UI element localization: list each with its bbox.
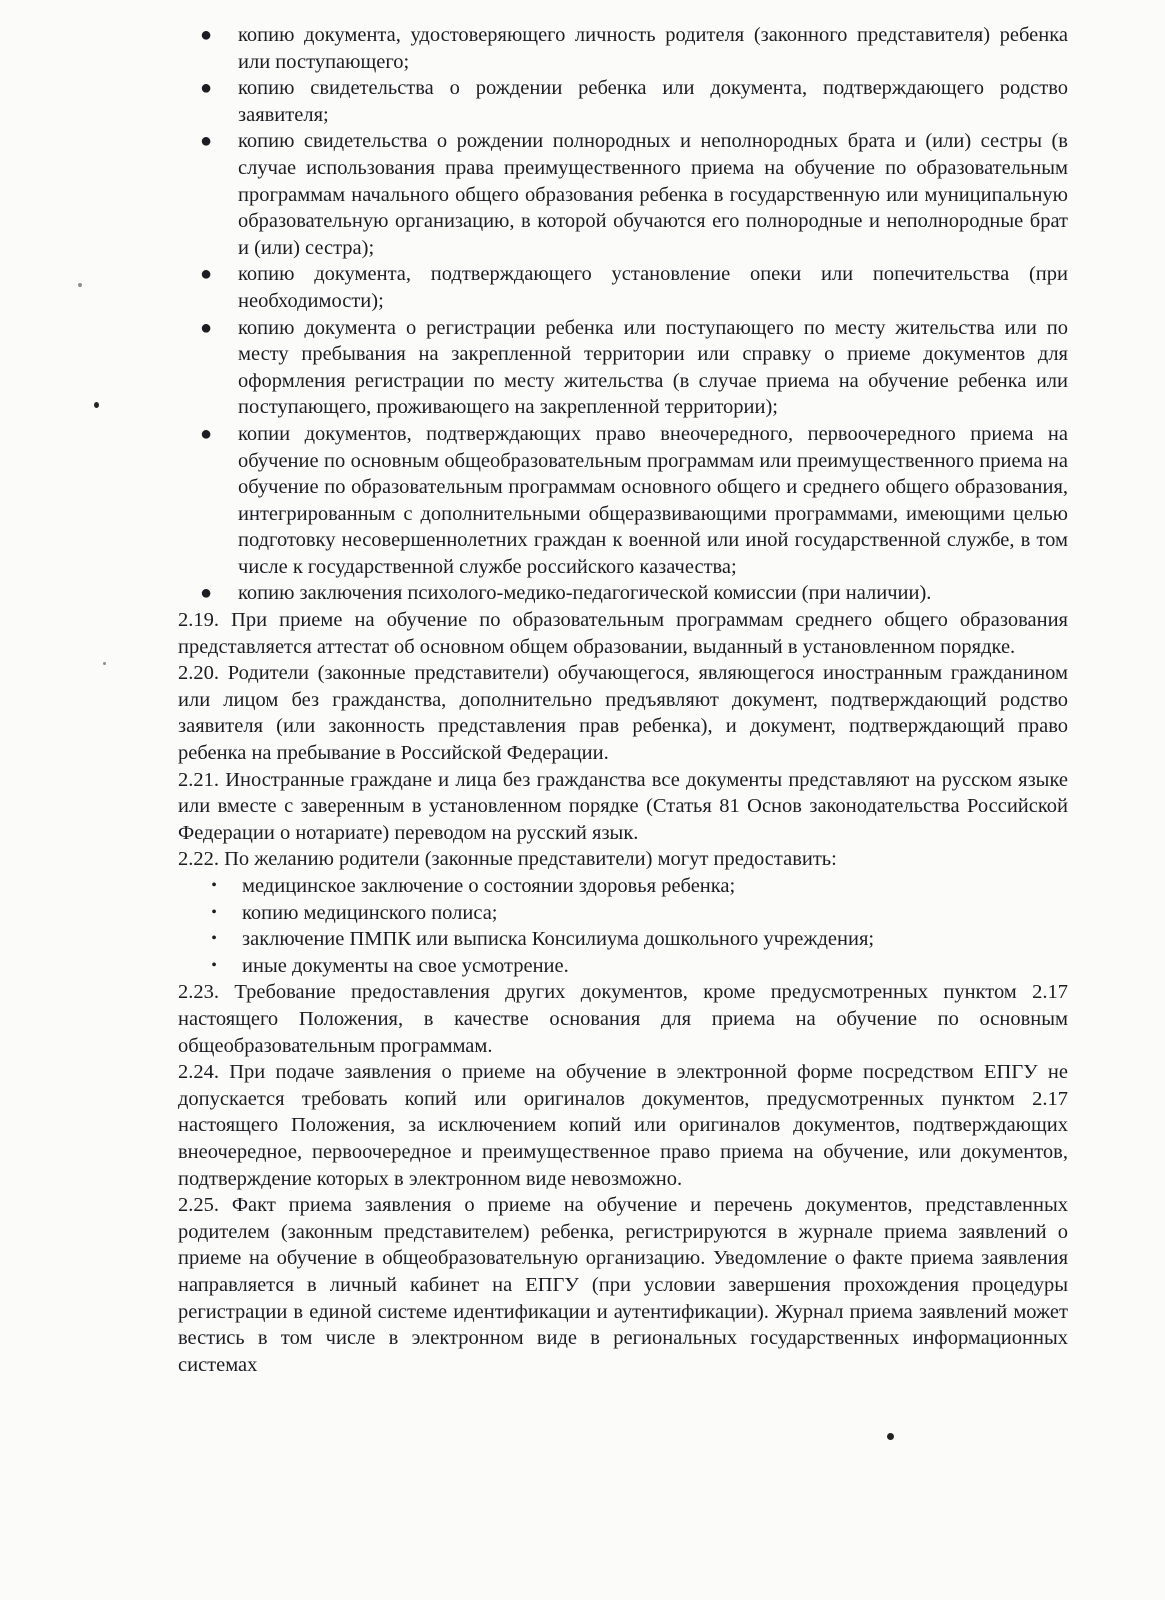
- list-item-text: иные документы на свое усмотрение.: [242, 954, 569, 977]
- bullet-icon: •: [211, 930, 217, 948]
- paragraph-2-23: 2.23. Требование предоставления других документов, кроме предусмотренных пунктом 2.17 настоящего Положения, в качестве основания для приема на обучение по основным общеобразовательным программам.: [178, 981, 1068, 1057]
- bullet-icon: •: [211, 956, 217, 974]
- optional-documents-list: [178, 873, 1068, 979]
- paragraph-2-24: 2.24. При подаче заявления о приеме на обучение в электронной форме посредством ЕПГУ не допускается требовать копий или оригиналов документов, предусмотренных пунктом 2.17 настоящего Положения, за исключением копий или оригиналов документов, подтверждающих внеочередное, первоочередное и преимущественное право приема на обучение, или документов, подтверждение которых в электронном виде невозможно.: [178, 1061, 1068, 1190]
- list-item-text: копии документов, подтверждающих право внеочередного, первоочередного приема на обучение по основным общеобразовательным программам или преимущественного приема на обучение по образовательным программам основного общего и среднего общего образования, интегрированным с дополнительными общеразвивающими программами, имеющими целью подготовку несовершеннолетних граждан к военной или иной государственной службе, в том числе к государственной службе российского казачества;: [238, 422, 1068, 578]
- paragraph-2-20: 2.20. Родители (законные представители) обучающегося, являющегося иностранным гражданином или лицом без гражданства, дополнительно предъявляют документ, подтверждающий родство заявителя (или законность представления прав ребенка), и документ, подтверждающий право ребенка на пребывание в Российской Федерации.: [178, 662, 1068, 765]
- scan-speck: [94, 402, 99, 408]
- list-item: [178, 22, 1068, 75]
- list-item: [178, 421, 1068, 581]
- list-item-text: копию документа, подтверждающего установление опеки или попечительства (при необходимости);: [238, 263, 1068, 312]
- scan-speck: [887, 1433, 894, 1440]
- bullet-icon: ●: [200, 316, 213, 339]
- list-item: [178, 580, 1068, 607]
- list-item: [178, 953, 1068, 980]
- list-item-text: копию заключения психолого-медико-педагогической комиссии (при наличии).: [238, 582, 932, 605]
- paragraph-2-22: 2.22. По желанию родители (законные представители) могут предоставить:: [178, 848, 837, 871]
- list-item: [178, 926, 1068, 953]
- bullet-icon: ●: [200, 130, 213, 153]
- list-item: [178, 128, 1068, 261]
- list-item-text: копию документа, удостоверяющего личность родителя (законного представителя) ребенка или поступающего;: [238, 24, 1068, 73]
- scan-speck: [78, 283, 82, 287]
- paragraph-2-19: 2.19. При приеме на обучение по образовательным программам среднего общего образования представляется аттестат об основном общем образовании, выданный в установленном порядке.: [178, 609, 1068, 658]
- bullet-icon: ●: [200, 24, 213, 46]
- bullet-icon: •: [211, 903, 217, 921]
- bullet-icon: ●: [200, 263, 213, 286]
- list-item: [178, 261, 1068, 314]
- list-item-text: медицинское заключение о состоянии здоровья ребенка;: [242, 875, 736, 897]
- list-item-text: копию свидетельства о рождении ребенка или документа, подтверждающего родство заявителя;: [238, 77, 1068, 126]
- paragraph-2-25: 2.25. Факт приема заявления о приеме на обучение и перечень документов, представленных родителем (законным представителем) ребенка, регистрируются в журнале приема заявлений о приеме на обучение в общеобразовательную организацию. Уведомление о факте приема заявления направляется в личный кабинет на ЕПГУ (при условии завершения прохождения процедуры регистрации в единой системе идентификации и аутентификации). Журнал приема заявлений может вестись в том числе в электронном виде в региональных государственных информационных системах: [178, 1194, 1068, 1376]
- list-item-text: копию медицинского полиса;: [242, 901, 498, 924]
- list-item-text: заключение ПМПК или выписка Консилиума дошкольного учреждения;: [242, 928, 875, 951]
- list-item-text: копию документа о регистрации ребенка или поступающего по месту жительства или по месту пребывания на закрепленной территории или справку о приеме документов для оформления регистрации по месту жительства (в случае приема на обучение ребенка или поступающего, проживающего на закрепленной территории);: [238, 316, 1068, 419]
- required-documents-list: [178, 22, 1068, 607]
- paragraph-2-21: 2.21. Иностранные граждане и лица без гражданства все документы представляют на русском языке или вместе с заверенным в установленном порядке (Статья 81 Основ законодательства Российской Федерации о нотариате) переводом на русский язык.: [178, 768, 1068, 844]
- list-item: [178, 900, 1068, 927]
- bullet-icon: •: [211, 877, 217, 894]
- list-item: [178, 75, 1068, 128]
- list-item: [178, 873, 1068, 900]
- document-body: [178, 22, 1068, 1378]
- bullet-icon: ●: [200, 422, 213, 445]
- scan-speck: [103, 662, 106, 665]
- bullet-icon: ●: [200, 77, 213, 100]
- bullet-icon: ●: [200, 582, 213, 605]
- list-item-text: копию свидетельства о рождении полнородных и неполнородных брата и (или) сестры (в случае использования права преимущественного приема на обучение по образовательным программам начального общего образования ребенка в государственную или муниципальную образовательную организацию, в которой обучаются его полнородные и неполнородные брат и (или) сестра);: [238, 130, 1068, 259]
- list-item: [178, 315, 1068, 421]
